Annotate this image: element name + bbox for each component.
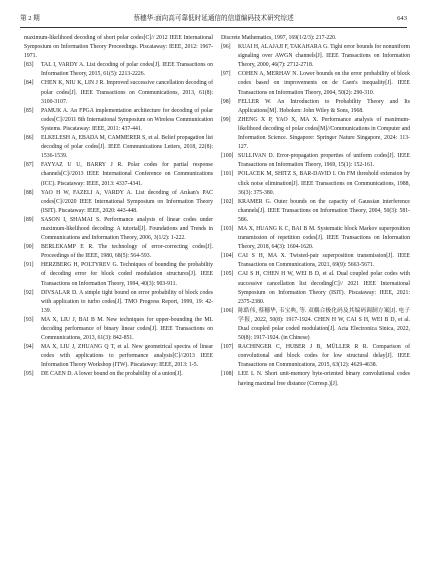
reference-number: [107] [221, 344, 234, 351]
reference-item [24, 243, 213, 261]
reference-number: [98] [221, 98, 231, 105]
reference-text: YAO H W, FAZELI A, VARDY A. List decoding of Arıkan's PAC codes[C]//2020 IEEE International Symposium on Information Theory (ISIT). Piscataway: IEEE, 2020: 443-448. [41, 189, 213, 214]
reference-item [24, 79, 213, 106]
reference-text: CAI S H, CHEN H W, WEI B D, et al. Dual coupled polar codes with successive cancellation list decoding[C]// 2021 IEEE International Symposium on Information Theory (ISIT). Piscataway: IEEE, 2021: 2375-2380. [238, 271, 410, 305]
reference-text: FAYYAZ U U, BARRY J R. Polar codes for partial response channels[C]//2013 IEEE International Conference on Communications (ICC). Piscataway: IEEE, 2013: 4337-4341. [41, 162, 213, 187]
reference-item [221, 170, 410, 197]
reference-column-right [221, 34, 410, 389]
reference-continuation: Discrete Mathematics, 1997, 169(1/2/3): 217-220. [221, 35, 337, 41]
reference-text: SULLIVAN D. Error-propagation properties of uniform codes[J]. IEEE Transactions on Information Theory, 1969, 15(1): 152-161. [238, 153, 410, 169]
reference-number: [100] [221, 153, 234, 160]
reference-number: [84] [24, 80, 34, 87]
reference-item [24, 61, 213, 79]
issue-label: 第 2 期 [20, 15, 40, 22]
reference-number: [105] [221, 271, 234, 278]
reference-text: LEE L N. Short unit-memory byte-oriented binary convolutional codes having maximal free distance (Corresp.)[J]. [238, 371, 410, 387]
reference-text: DE CAEN D. A lower bound on the probability of a union[J]. [41, 371, 183, 378]
reference-text: ZHENG X P, YAO X, MA X. Performance analysis of maximum-likelihood decoding of polar codes[M]//Communications in Computer and Information Science. Singapore: Springer Nature Singapore, 2024: 113-127. [238, 116, 410, 151]
reference-number: [92] [24, 289, 34, 296]
reference-item [24, 107, 213, 134]
reference-text: KUAI H, ALAJAJI F, TAKAHARA G. Tight error bounds for nonuniform signaling over AWGN channels[J]. IEEE Transactions on Information Theory, 2000, 46(7): 2712-2718. [238, 44, 410, 69]
reference-text: SASON I, SHAMAI S. Performance analysis of linear codes under maximum-likelihood decoding: A tutorial[J]. Foundations and Trends in Communications and Information Theory, 2006, 3(1/2): 1-222. [41, 216, 213, 242]
reference-item [221, 307, 410, 343]
reference-number: [96] [221, 44, 231, 51]
reference-item [221, 198, 410, 225]
reference-text: MA X, HUANG K C, BAI B M. Systematic block Markov superposition transmission of repetition codes[J]. IEEE Transactions on Information Theory, 2018, 64(3): 1604-1620. [238, 225, 410, 251]
reference-item [221, 343, 410, 370]
reference-item [221, 225, 410, 252]
reference-text: 陈皓伟, 蔡穗华, 韦宝典, 等. 双耦合极化码及其编码调制方案[J]. 电子学报, 2022, 50(8): 1917-1924. CHEN H W, CAI S H, WEI B D, et al. Dual coupled polar coded modulation[J]. Acta Electronica Sinica, 2022, 50(8): 1917-1924. (in Chinese) [238, 307, 410, 342]
reference-number: [87] [24, 162, 34, 169]
reference-item [24, 370, 213, 379]
reference-number: [90] [24, 244, 34, 251]
reference-number: [95] [24, 371, 34, 378]
reference-text: KRAMER G. Outer bounds on the capacity of Gaussian interference channels[J]. IEEE Transactions on Information Theory, 2004, 50(3): 581-586. [238, 198, 410, 223]
reference-number: [89] [24, 216, 34, 223]
reference-text: COHEN A, MERHAV N. Lower bounds on the error probability of block codes based on improvements on de Caen's inequality[J]. IEEE Transactions on Information Theory, 2004, 50(2): 290-310. [238, 71, 410, 96]
reference-text: DIVSALAR D. A simple tight bound on error probability of block codes with application to turbo codes[J]. TMO Progress Report, 1999, 19: 42-139. [41, 289, 213, 314]
reference-text: BERLEKAMP E R. The technology of error-correcting codes[J]. Proceedings of the IEEE, 1980, 68(5): 564-593. [41, 244, 213, 260]
reference-item [221, 370, 410, 388]
page-number: 643 [397, 15, 407, 22]
reference-number: [94] [24, 344, 34, 351]
reference-item [24, 134, 213, 161]
reference-item [221, 152, 410, 170]
reference-text: CAI S H, MA X. Twisted-pair superposition transmission[J]. IEEE Transactions on Communications, 2021, 69(9): 5663-5671. [238, 253, 410, 269]
reference-number: [88] [24, 189, 34, 196]
reference-text: MA X, LIU J, BAI B M. New techniques for upper-bounding the ML decoding performance of binary linear codes[J]. IEEE Transactions on Communications, 2013, 61(3): 842-851. [41, 316, 213, 342]
reference-number: [85] [24, 107, 34, 114]
reference-text: TAL I, VARDY A. List decoding of polar codes[J]. IEEE Transactions on Information Theory, 2015, 61(5): 2213-2226. [41, 62, 213, 78]
reference-item [221, 270, 410, 306]
reference-number: [83] [24, 62, 34, 69]
reference-text: POLACEK M, SHITZ S, BAR-DAVID I. On FM threshold extension by click noise elimination[J]. IEEE Transactions on Communications, 1988, 36(3): 375-380. [238, 171, 410, 196]
reference-number: [103] [221, 225, 234, 232]
reference-column-left [24, 34, 213, 380]
reference-item [221, 98, 410, 116]
reference-text: FELLER W. An Introduction to Probability Theory and Its Applications[M]. Hoboken: John Wiley & Sons, 1968. [238, 98, 410, 114]
reference-number: [106] [221, 307, 234, 314]
reference-number: [108] [221, 371, 234, 378]
reference-text: ELKELESH A, EBADA M, CAMMERER S, et al. Belief propagation list decoding of polar codes[J]. IEEE Communications Letters, 2018, 22(8): 1536-1539. [41, 135, 213, 160]
reference-item [24, 216, 213, 243]
reference-item [221, 252, 410, 270]
reference-item [24, 289, 213, 316]
reference-text: MA X, LIU J, ZHUANG Q T, et al. New geometrical spectra of linear codes with applications to performance analysis[C]//2013 IEEE Information Theory Workshop (ITW). Piscataway: IEEE, 2013: 1-5. [41, 344, 213, 369]
reference-number: [93] [24, 316, 34, 323]
reference-text: PAMUK A. An FPGA implementation architecture for decoding of polar codes[C]//2011 8th International Symposium on Wireless Communication Systems. Piscataway: IEEE, 2011: 437-441. [41, 107, 213, 132]
reference-number: [101] [221, 171, 234, 178]
reference-item [24, 343, 213, 370]
reference-item [24, 316, 213, 343]
running-title: 蔡穗华:面向高可靠低时延通信的信道编码技术研究综述 [133, 15, 294, 22]
running-header [20, 12, 407, 26]
reference-number: [97] [221, 71, 231, 78]
reference-item [24, 261, 213, 288]
reference-text: CHEN K, NIU K, LIN J R. Improved successive cancellation decoding of polar codes[J]. IEEE Transactions on Communications, 2013, 61(8): 3100-3107. [41, 80, 213, 105]
reference-number: [86] [24, 135, 34, 142]
reference-item [221, 43, 410, 70]
reference-number: [104] [221, 253, 234, 260]
reference-number: [99] [221, 116, 231, 123]
reference-item [24, 189, 213, 216]
reference-continuation: maximum-likelihood decoding of short polar codes[C]// 2012 IEEE International Symposium on Information Theory Proceedings. Piscataway: IEEE, 2012: 1967-1971. [24, 35, 213, 60]
reference-item [221, 116, 410, 152]
reference-text: HERZBERG H, POLTYREV G. Techniques of bounding the probability of decoding error for block coded modulation structures[J]. IEEE Transactions on Information Theory, 1994, 40(3): 903-911. [41, 262, 213, 287]
header-rule [20, 27, 407, 28]
reference-number: [91] [24, 262, 34, 269]
reference-item [24, 161, 213, 188]
reference-text: RACHINGER C, HUBER J B, MÜLLER R R. Comparison of convolutional and block codes for low structural delay[J]. IEEE Transactions on Communications, 2015, 63(12): 4629-4638. [238, 344, 410, 369]
reference-item [221, 70, 410, 97]
reference-number: [102] [221, 198, 234, 205]
